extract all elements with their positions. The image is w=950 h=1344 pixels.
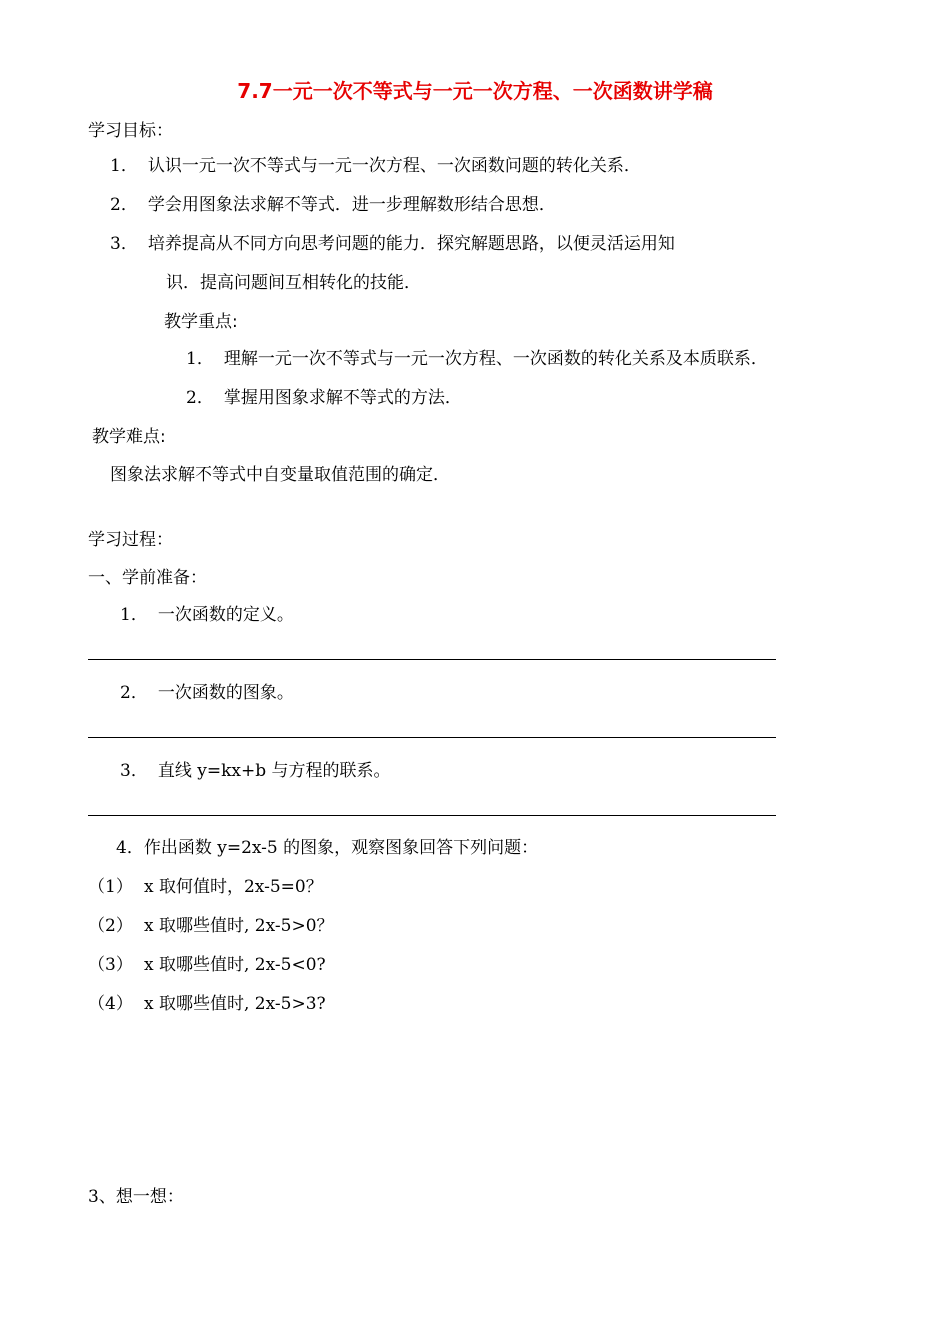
question-num: 3．: [120, 761, 148, 781]
difficulties-text: 图象法求解不等式中自变量取值范围的确定．: [110, 465, 450, 485]
objective-item-2: [110, 194, 556, 216]
objective-num: 2．: [110, 195, 138, 215]
question-text: 一次函数的定义。: [157, 605, 294, 625]
sub-question-num: （3）: [88, 955, 133, 975]
key-point-num: 2．: [186, 388, 214, 408]
objective-num: 3．: [110, 234, 138, 254]
question-num: 1．: [120, 605, 148, 625]
question-text: 直线 y=kx+b 与方程的联系。: [157, 761, 391, 781]
question-1: [120, 604, 294, 626]
section1-heading: 一、学前准备：: [88, 568, 207, 588]
sub-question-text: x 取何值时，2x-5=0？: [144, 877, 323, 897]
sub-question-num: （2）: [88, 916, 133, 936]
key-point-item-2: [186, 387, 462, 409]
sub-question-3: [88, 954, 326, 976]
key-point-text: 掌握用图象求解不等式的方法．: [223, 388, 462, 408]
objective-item-1: [110, 155, 641, 177]
objective-num: 1．: [110, 156, 138, 176]
difficulties-heading: 教学难点:: [92, 427, 166, 447]
objectives-heading: 学习目标：: [88, 121, 173, 141]
sub-question-num: （1）: [88, 877, 133, 897]
answer-line: [88, 815, 776, 816]
objective-text: 培养提高从不同方向思考问题的能力．探究解题思路，以便灵活运用知: [147, 234, 675, 254]
sub-question-2: [88, 915, 334, 937]
question-2: [120, 682, 294, 704]
page-title: 7.7一元一次不等式与一元一次方程、一次函数讲学稿: [237, 79, 713, 103]
objective-item-3: [110, 233, 675, 255]
answer-line: [88, 659, 776, 660]
key-point-num: 1．: [186, 349, 214, 369]
key-point-item-1: [186, 348, 768, 370]
objective-item-3-continued: 识．提高问题间互相转化的技能．: [166, 273, 421, 293]
sub-question-text: x 取哪些值时, 2x-5>0？: [144, 916, 334, 936]
objective-text: 学会用图象法求解不等式．进一步理解数形结合思想．: [147, 195, 556, 215]
question-4: 4．作出函数 y=2x-5 的图象，观察图象回答下列问题：: [116, 838, 539, 858]
answer-line: [88, 737, 776, 738]
sub-question-4: [88, 993, 326, 1015]
objective-text: 认识一元一次不等式与一元一次方程、一次函数问题的转化关系．: [147, 156, 641, 176]
sub-question-num: （4）: [88, 994, 133, 1014]
think-heading: 3、想一想：: [88, 1187, 184, 1207]
sub-question-1: [88, 876, 323, 898]
process-heading: 学习过程：: [88, 530, 173, 550]
key-point-text: 理解一元一次不等式与一元一次方程、一次函数的转化关系及本质联系．: [223, 349, 768, 369]
question-3: [120, 760, 391, 782]
sub-question-text: x 取哪些值时, 2x-5<0?: [144, 955, 326, 975]
key-points-heading: 教学重点:: [164, 312, 238, 332]
sub-question-text: x 取哪些值时, 2x-5>3?: [144, 994, 326, 1014]
question-text: 一次函数的图象。: [157, 683, 294, 703]
question-num: 2．: [120, 683, 148, 703]
